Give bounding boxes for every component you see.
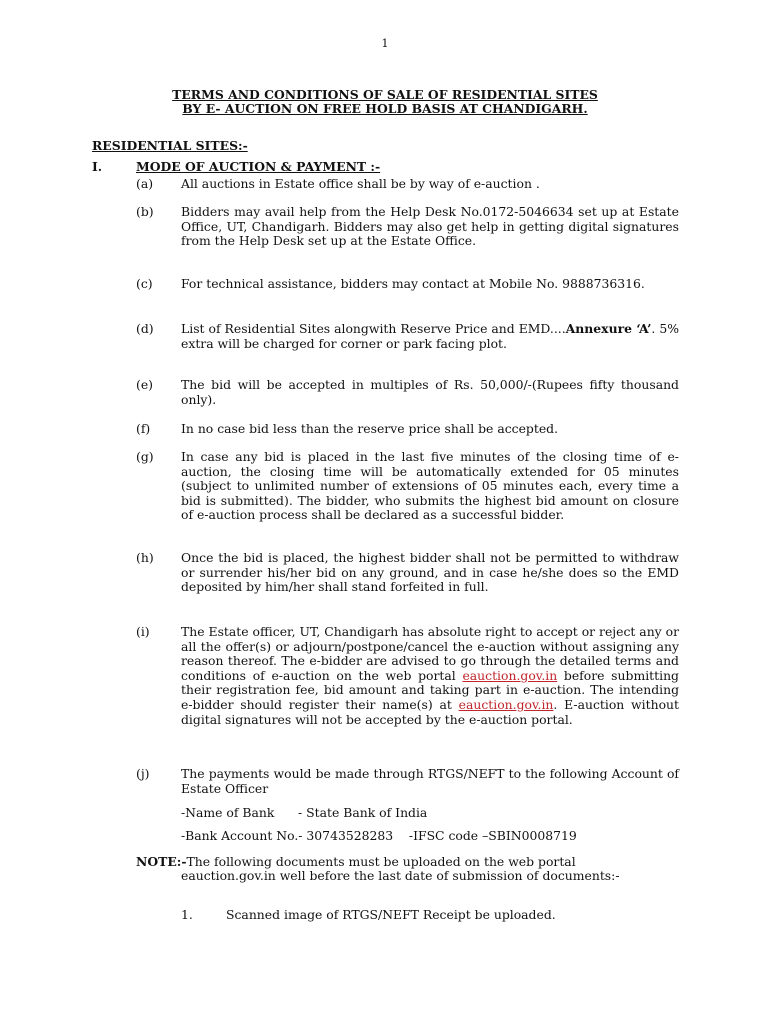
item-f-text: In no case bid less than the reserve price shall be accepted. — [181, 421, 559, 436]
item-d-label: (d) — [136, 321, 154, 336]
item-h-label: (h) — [136, 550, 154, 565]
item-g-text: In case any bid is placed in the last five minutes of the closing time of e-auction, the closing time will be automatically extended for 05 minutes (subject to unlimited number of extensions of 05 minutes each, every time a bid is submitted). The bidder, who submits the highest bid amount on closure of e-auction process shall be declared as a successful bidder. — [181, 449, 679, 523]
item-e-label: (e) — [136, 377, 154, 392]
section-title: MODE OF AUCTION & PAYMENT :- — [136, 159, 381, 174]
section-heading: RESIDENTIAL SITES:- — [92, 138, 248, 153]
item-a-text: All auctions in Estate office shall be by way of e-auction . — [181, 176, 540, 191]
page-number: 1 — [381, 37, 389, 50]
numbered-item-label: 1. — [181, 907, 193, 922]
eauction-portal-link[interactable]: eauction.gov.in — [462, 667, 558, 683]
item-b-label: (b) — [136, 204, 154, 219]
item-i-label: (i) — [136, 624, 150, 639]
bank-account-line: -Bank Account No.- 30743528283 -IFSC code –SBIN0008719 — [181, 828, 577, 843]
item-h-text: Once the bid is placed, the highest bidder shall not be permitted to withdraw or surrender his/her bid on any ground, and in case he/she does so the EMD deposited by him/her shall stand forfeited in full. — [181, 550, 679, 595]
note-first-line: NOTE:-The following documents must be uploaded on the web portal — [136, 854, 576, 869]
annexure-reference: Annexure ‘A’ — [565, 321, 652, 336]
item-i-text: The Estate officer, UT, Chandigarh has absolute right to accept or reject any or all the offer(s) or adjourn/postpone/cancel the e-auction without assigning any reason thereof. The e-bidder are advised to go through the detailed terms and conditions of e-auction on the web portal eauction.gov.in before submitting their registration fee, bid amount and taking part in e-auction. The intending e-bidder should register their name(s) at eauction.gov.in. E-auction without digital signatures will not be accepted by the e-auction portal. — [181, 624, 679, 727]
item-j-text: The payments would be made through RTGS/NEFT to the following Account of Estate Officer — [181, 766, 679, 796]
note-label: NOTE:- — [136, 854, 187, 869]
numbered-item-text: Scanned image of RTGS/NEFT Receipt be uploaded. — [226, 907, 556, 922]
section-roman-numeral: I. — [92, 159, 103, 174]
item-b-text: Bidders may avail help from the Help Desk No.0172-5046634 set up at Estate Office, UT, Chandigarh. Bidders may also get help in getting digital signatures from the Help Desk set up at the Estate Office. — [181, 204, 679, 249]
item-g-label: (g) — [136, 449, 154, 464]
item-j-label: (j) — [136, 766, 150, 781]
eauction-register-link[interactable]: eauction.gov.in — [458, 696, 554, 712]
item-f-label: (f) — [136, 421, 151, 436]
note-continuation: eauction.gov.in well before the last date of submission of documents:- — [181, 868, 620, 883]
document-title-line-2: BY E- AUCTION ON FREE HOLD BASIS AT CHANDIGARH. — [182, 101, 588, 116]
item-e-text: The bid will be accepted in multiples of Rs. 50,000/-(Rupees fifty thousand only). — [181, 377, 679, 407]
item-c-label: (c) — [136, 276, 153, 291]
item-c-text: For technical assistance, bidders may contact at Mobile No. 9888736316. — [181, 276, 645, 291]
document-title-line-1: TERMS AND CONDITIONS OF SALE OF RESIDENTIAL SITES — [172, 87, 598, 102]
item-a-label: (a) — [136, 176, 154, 191]
bank-name-line: -Name of Bank - State Bank of India — [181, 805, 428, 820]
item-d-text: List of Residential Sites alongwith Reserve Price and EMD....Annexure ‘A’. 5% extra will be charged for corner or park facing plot. — [181, 321, 679, 351]
